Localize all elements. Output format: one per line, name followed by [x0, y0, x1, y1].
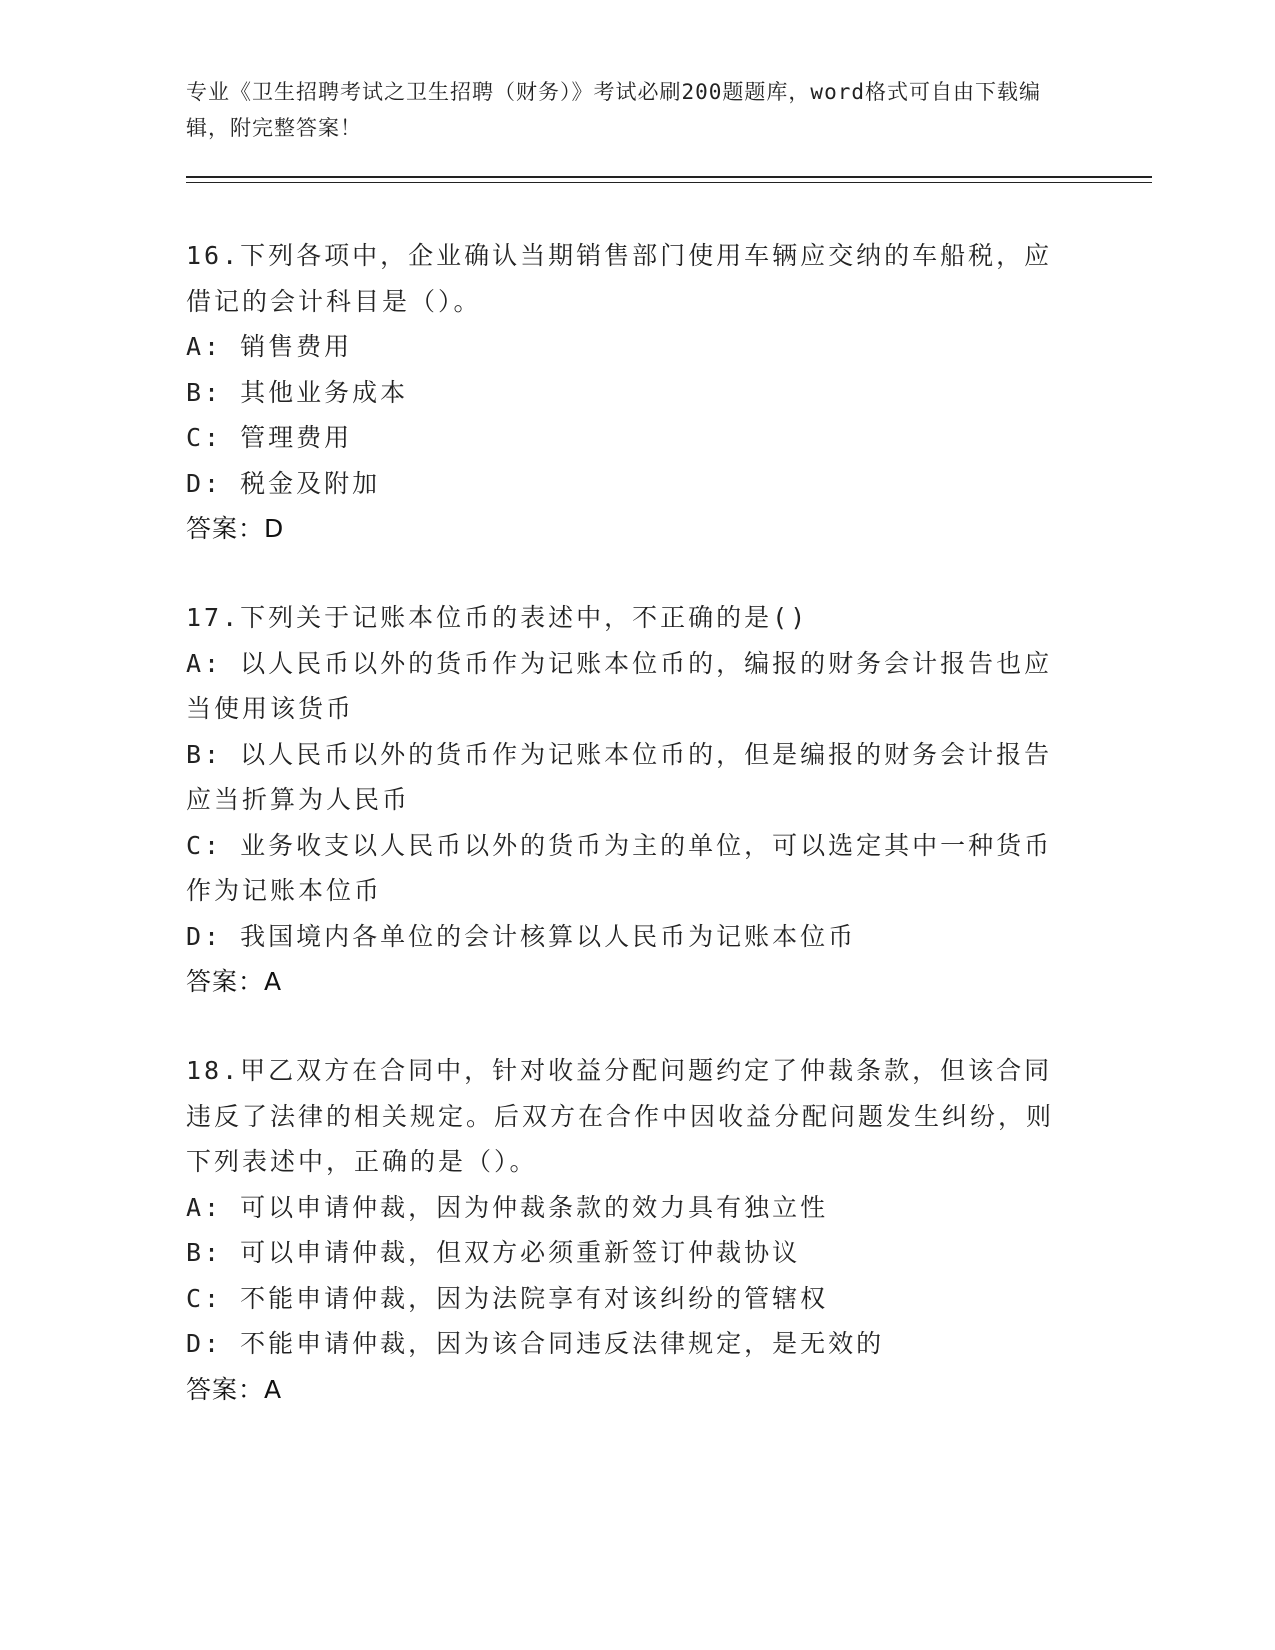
option-c: C: 管理费用: [186, 423, 353, 452]
document-header: 专业《卫生招聘考试之卫生招聘（财务）》考试必刷200题题库，word格式可自由下载编辑，附完整答案！: [186, 80, 1041, 140]
answer: 答案：D: [186, 514, 285, 543]
option-b: B: 可以申请仲裁，但双方必须重新签订仲裁协议: [186, 1238, 801, 1267]
option-d: D: 我国境内各单位的会计核算以人民币为记账本位币: [186, 921, 857, 951]
option-d: D: 不能申请仲裁，因为该合同违反法律规定，是无效的: [186, 1329, 885, 1358]
question-17: [186, 595, 1066, 1005]
question-18: [186, 1048, 1066, 1412]
option-b: B: 其他业务成本: [186, 377, 409, 407]
question-stem: 18.甲乙双方在合同中，针对收益分配问题约定了仲裁条款，但该合同违反了法律的相关规定。后双方在合作中因收益分配问题发生纠纷，则下列表述中，正确的是（）。: [186, 1056, 1055, 1176]
option-d: D: 税金及附加: [186, 468, 381, 498]
option-a: A: 销售费用: [186, 332, 353, 361]
option-a: A: 可以申请仲裁，因为仲裁条款的效力具有独立性: [186, 1192, 829, 1222]
question-stem: 16.下列各项中，企业确认当期销售部门使用车辆应交纳的车船税，应借记的会计科目是（）。: [186, 241, 1053, 316]
option-c: C: 不能申请仲裁，因为法院享有对该纠纷的管辖权: [186, 1283, 829, 1313]
header-divider-thick: [186, 176, 1152, 178]
question-stem: 17.下列关于记账本位币的表述中，不正确的是(): [186, 603, 809, 632]
option-c: C: 业务收支以人民币以外的货币为主的单位，可以选定其中一种货币作为记账本位币: [186, 830, 1053, 905]
header-divider-thin: [186, 182, 1152, 183]
option-a: A: 以人民币以外的货币作为记账本位币的，编报的财务会计报告也应当使用该货币: [186, 648, 1053, 723]
question-16: [186, 233, 1066, 552]
option-b: B: 以人民币以外的货币作为记账本位币的，但是编报的财务会计报告应当折算为人民币: [186, 739, 1053, 814]
answer: 答案：A: [186, 967, 283, 996]
answer: 答案：A: [186, 1374, 283, 1404]
